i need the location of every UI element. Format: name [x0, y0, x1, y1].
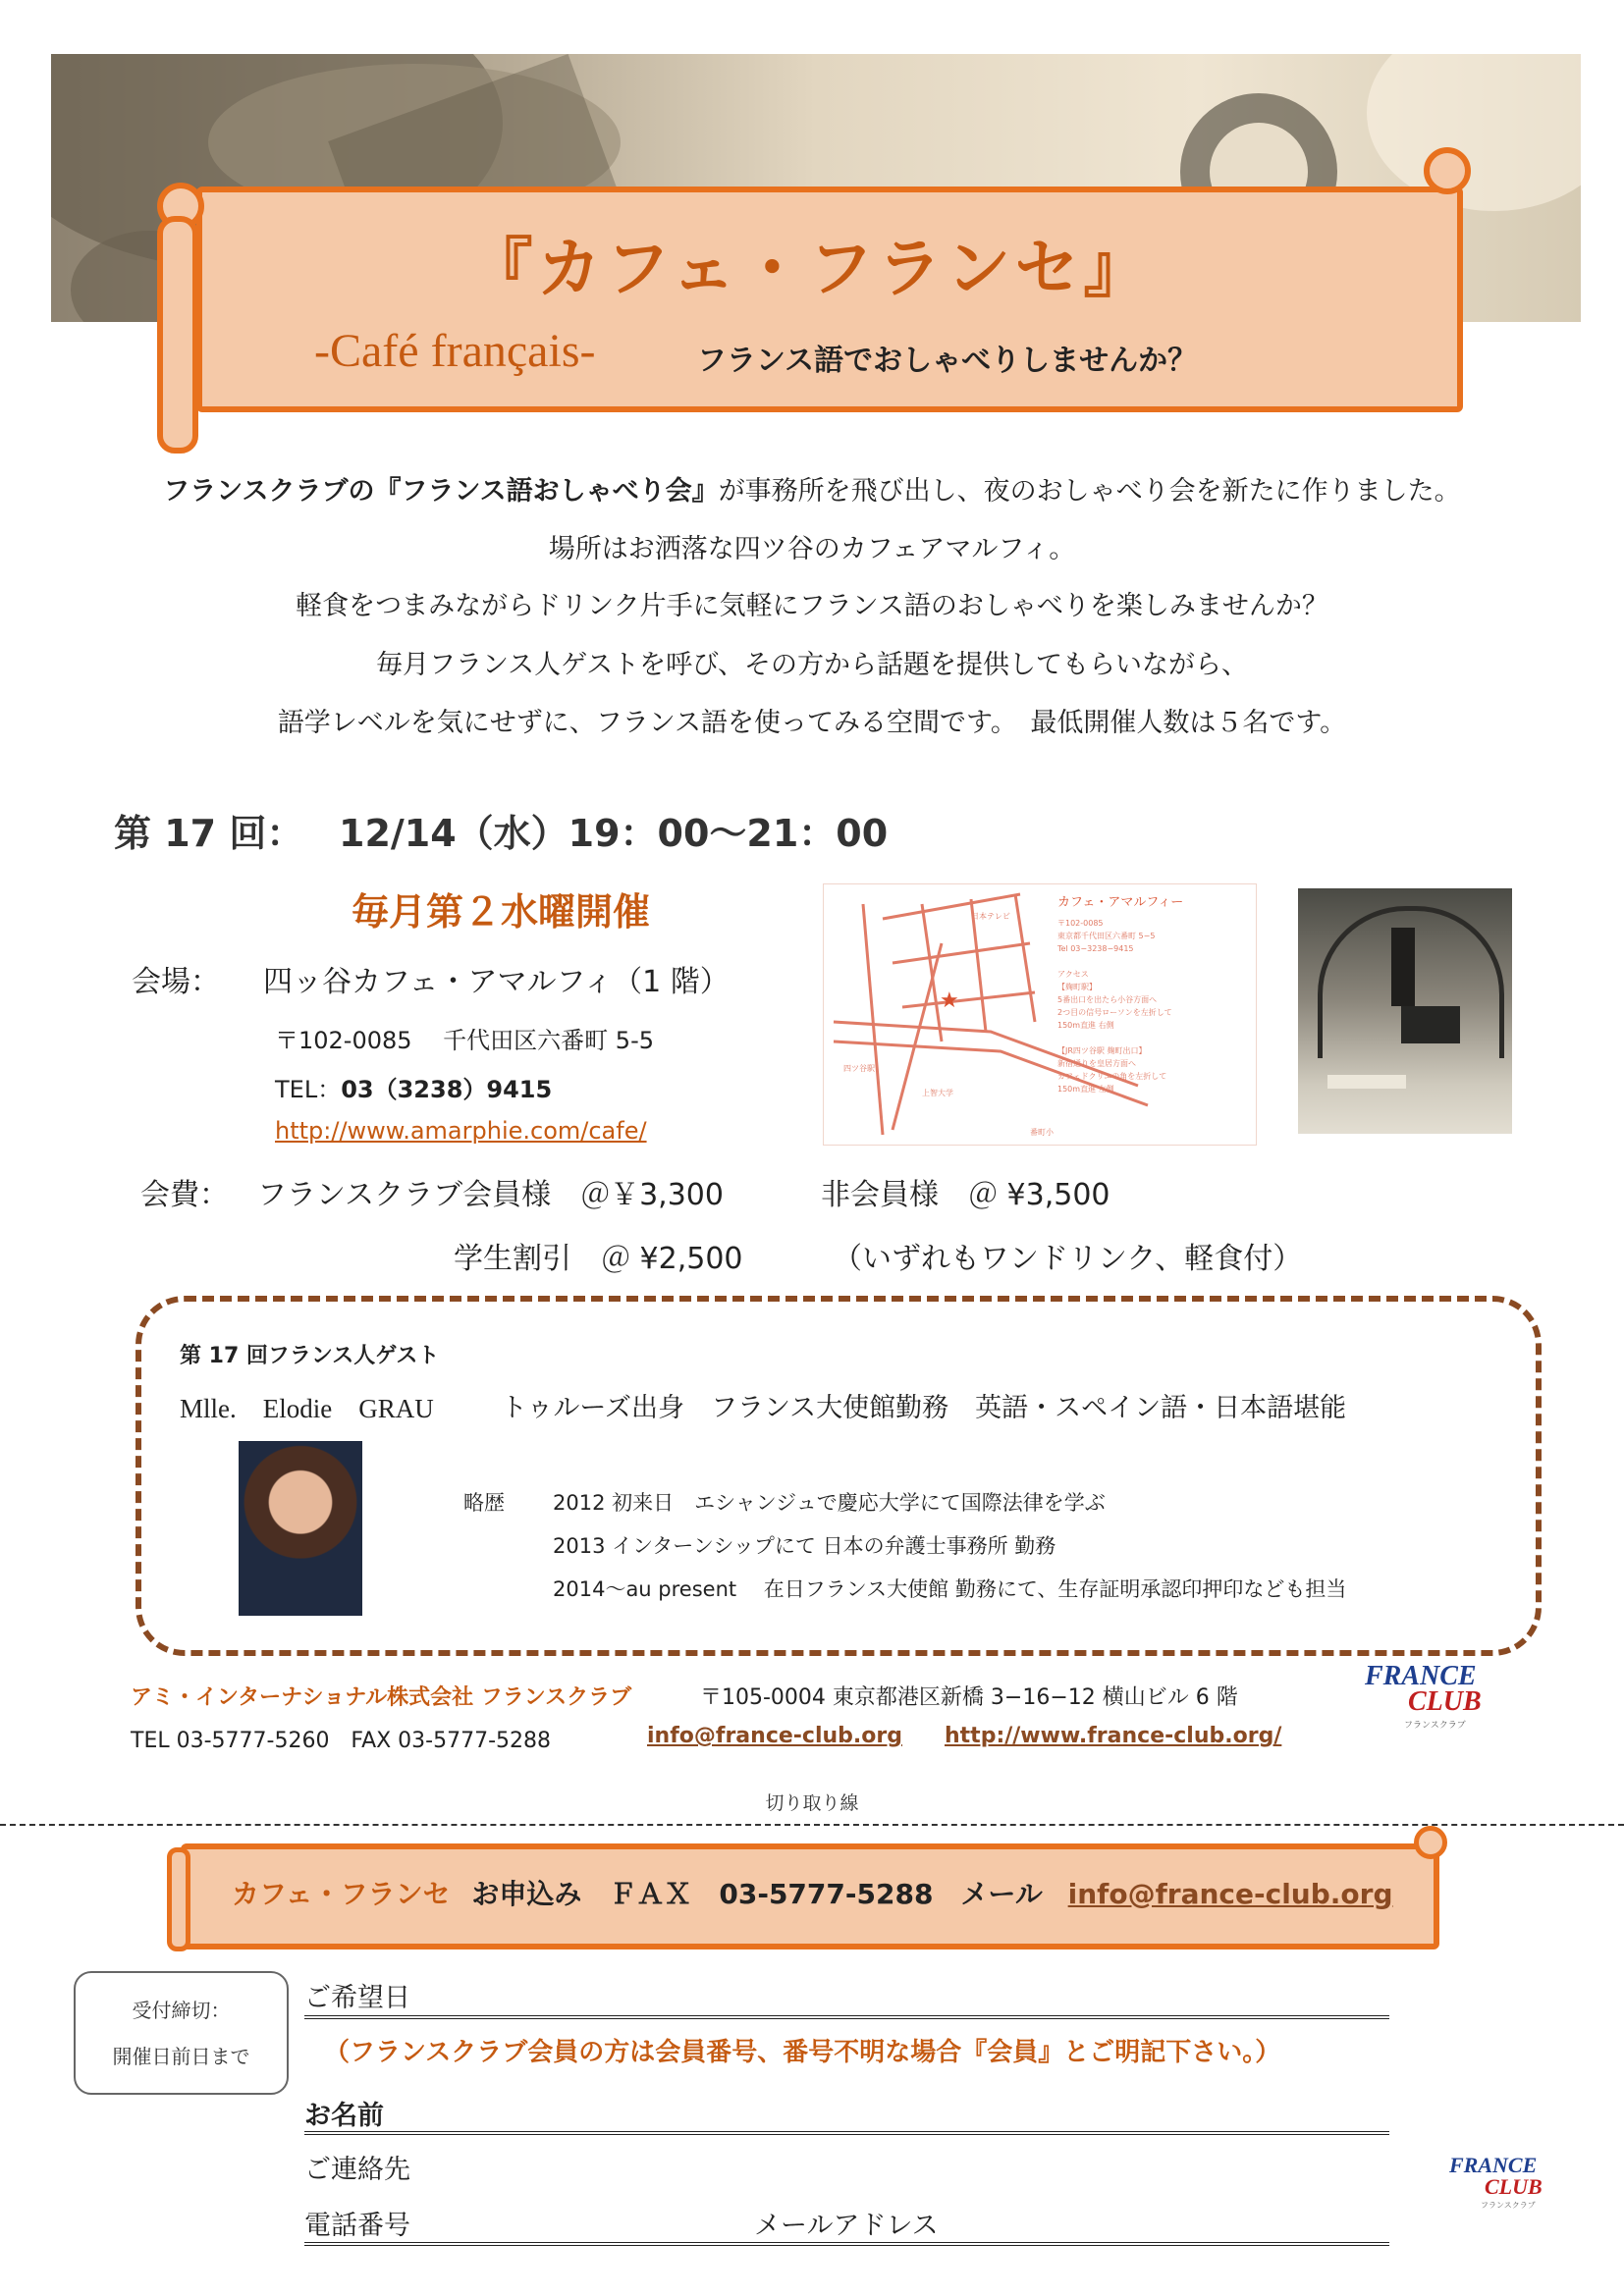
map-line: 150m直進 左側	[1057, 1085, 1114, 1094]
map-line: 新宿通りを皇居方面へ	[1057, 1059, 1136, 1068]
map-line: アクセス	[1057, 970, 1089, 979]
fee-student: 学生割引 ＠ ¥2,500	[454, 1242, 743, 1276]
field-line-phone-email[interactable]	[304, 2242, 1389, 2246]
venue-label: 会場：	[132, 965, 220, 999]
france-club-logo	[1365, 1661, 1502, 1749]
title-banner	[157, 187, 1463, 412]
intro-line-1-rest: が事務所を飛び出し、夜のおしゃべり会を新たに作りました。	[718, 476, 1461, 507]
map-line: Tel 03−3238−9415	[1057, 944, 1134, 953]
field-line-name[interactable]	[304, 2131, 1389, 2135]
map-line: 東京都千代田区六番町 5−5	[1057, 932, 1156, 940]
intro-line-3: 軽食をつまみながらドリンク片手に気軽にフランス語のおしゃべりを楽しみませんか？	[296, 591, 1328, 621]
event-subtitle-japanese: フランス語でおしゃべりしませんか？	[697, 344, 1198, 378]
logo-france: FRANCE	[1449, 2153, 1538, 2177]
venue-map	[823, 883, 1257, 1146]
application-banner	[167, 1826, 1453, 1953]
guest-profile: トゥルーズ出身 フランス大使館勤務 英語・スペイン語・日本語堪能	[501, 1393, 1347, 1423]
event-subtitle-french: -Café français-	[314, 325, 596, 377]
application-line	[232, 1873, 1393, 1912]
field-label-name: お名前	[304, 2101, 384, 2131]
field-label-date: ご希望日	[304, 1983, 410, 2013]
session-label: 第 17 回：	[114, 812, 304, 855]
session-datetime: 12/14（水）19：00〜21：00	[339, 812, 889, 855]
intro-line-5: 語学レベルを気にせずに、フランス語を使ってみる空間です。 最低開催人数は５名です。	[277, 708, 1347, 738]
map-line: 5番出口を出たら小谷方面へ	[1057, 995, 1158, 1004]
map-street: 日本テレビ	[971, 912, 1010, 921]
application-fax-text: お申込み ＦＡＸ 03-5777-5288 メール	[471, 1878, 1043, 1910]
logo-club: CLUB	[1485, 2174, 1543, 2199]
application-email-link[interactable]: info@france-club.org	[1067, 1878, 1393, 1910]
intro-line-1	[0, 469, 1624, 507]
map-title: カフェ・アマルフィー	[1057, 895, 1184, 910]
member-note: （フランスクラブ会員の方は会員番号、番号不明な場合『会員』とご明記下さい。）	[324, 2038, 1281, 2067]
event-title: 『カフェ・フランセ』	[467, 231, 1153, 306]
company-website-link[interactable]: http://www.france-club.org/	[945, 1724, 1282, 1748]
bio-item: 2012 初来日 エシャンジュで慶応大学にて国際法律を学ぶ	[553, 1491, 1106, 1515]
field-label-phone: 電話番号	[304, 2211, 410, 2241]
field-line-date[interactable]	[304, 2015, 1389, 2019]
field-label-email: メールアドレス	[754, 2211, 939, 2241]
bio-item: 2014〜au present 在日フランス大使館 勤務にて、生存証明承認印押印なども担当	[553, 1577, 1347, 1601]
logo-france: FRANCE	[1365, 1661, 1477, 1691]
venue-tel	[275, 1070, 552, 1104]
map-drawing	[824, 884, 1256, 1145]
logo-kana: フランスクラブ	[1481, 2201, 1536, 2210]
venue-tel-number: 03（3238）9415	[341, 1076, 553, 1103]
map-line: 2つ目の信号ローソンを左折して	[1057, 1008, 1172, 1017]
venue-interior-photo	[1298, 888, 1512, 1134]
logo-club: CLUB	[1408, 1686, 1482, 1717]
map-street: 番町小	[1030, 1128, 1054, 1137]
venue-address: 〒102-0085 千代田区六番町 5-5	[275, 1027, 655, 1054]
venue-name: 四ッ谷カフェ・アマルフィ（1 階）	[263, 965, 730, 999]
fee-nonmember: 非会員様 ＠ ¥3,500	[821, 1178, 1110, 1212]
map-line: 【麹町駅】	[1057, 983, 1097, 991]
deadline-bubble	[74, 1971, 289, 2095]
company-tel-fax: TEL 03-5777-5260 FAX 03-5777-5288	[131, 1729, 552, 1753]
company-address: 〒105-0004 東京都港区新橋 3−16−12 横山ビル 6 階	[700, 1685, 1238, 1710]
company-email-link[interactable]: info@france-club.org	[647, 1724, 902, 1748]
company-name: アミ・インターナショナル株式会社 フランスクラブ	[131, 1685, 632, 1710]
france-club-logo-small	[1449, 2153, 1567, 2231]
guest-heading: 第 17 回フランス人ゲスト	[180, 1344, 440, 1368]
intro-line-4: 毎月フランス人ゲストを呼び、その方から話題を提供してもらいながら、	[375, 650, 1249, 680]
deadline-value: 開催日前日まで	[112, 2045, 250, 2068]
deadline-label: 受付締切：	[132, 1999, 231, 2022]
svg-text:★: ★	[940, 988, 959, 1013]
map-street: 上智大学	[922, 1089, 953, 1097]
intro-line-2: 場所はお洒落な四ツ谷のカフェアマルフィ。	[548, 534, 1076, 564]
application-cafe-name: カフェ・フランセ	[232, 1878, 451, 1910]
fee-member: フランスクラブ会員様 ＠￥3,300	[257, 1178, 724, 1212]
map-street: 四ツ谷駅	[843, 1064, 875, 1073]
venue-url[interactable]: http://www.amarphie.com/cafe/	[275, 1117, 647, 1145]
map-line: 150m直進 右側	[1057, 1021, 1114, 1030]
fee-label: 会費：	[140, 1178, 229, 1212]
bio-item: 2013 インターンシップにて 日本の弁護士事務所 勤務	[553, 1534, 1056, 1558]
venue-tel-label: TEL：	[275, 1076, 342, 1103]
map-line: カフェドクリエの角を左折して	[1057, 1072, 1167, 1081]
map-line: 〒102-0085	[1057, 919, 1104, 928]
monthly-schedule: 毎月第２水曜開催	[352, 890, 651, 934]
fee-note: （いずれもワンドリンク、軽食付）	[833, 1242, 1303, 1276]
map-line: 【JR四ツ谷駅 麹町出口】	[1057, 1046, 1147, 1055]
guest-name: Mlle. Elodie GRAU	[180, 1394, 434, 1423]
intro-line-1-bold: フランスクラブの『フランス語おしゃべり会』	[163, 476, 719, 507]
bio-label: 略歴	[463, 1491, 505, 1515]
guest-photo	[239, 1441, 362, 1616]
field-label-contact: ご連絡先	[304, 2155, 410, 2185]
logo-kana: フランスクラブ	[1404, 1721, 1466, 1731]
cut-line-label: 切り取り線	[765, 1792, 859, 1814]
